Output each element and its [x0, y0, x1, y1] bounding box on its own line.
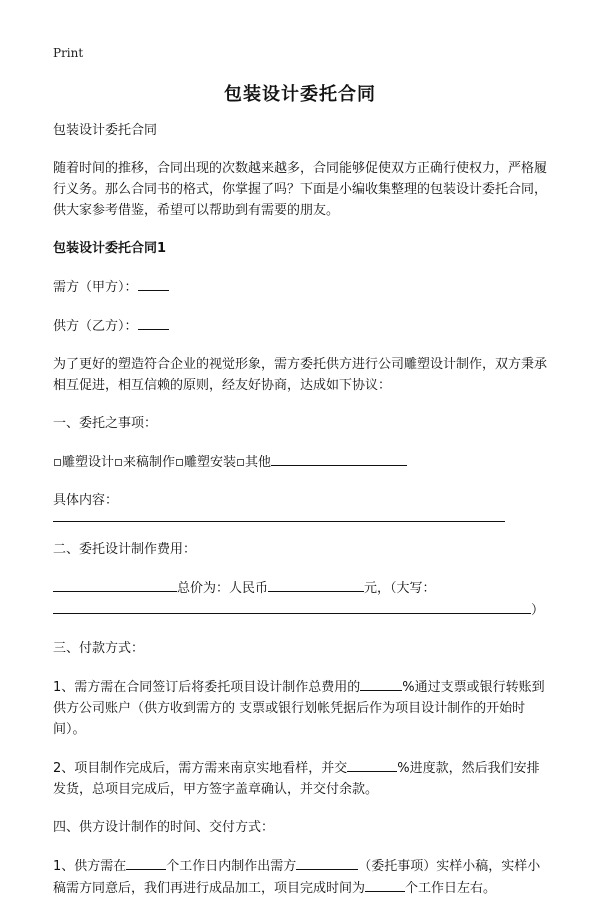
document-title: 包装设计委托合同 — [224, 84, 376, 105]
subtitle: 包装设计委托合同 — [53, 123, 158, 138]
fee-line — [53, 577, 548, 599]
content-blank-line — [53, 511, 505, 522]
payment-2-text-a: 2、项目制作完成后，需方需来南京实地看样，并交 — [53, 761, 348, 776]
party-a-line — [53, 276, 548, 298]
time-1 — [53, 855, 548, 899]
print-label: Print — [53, 46, 84, 60]
options-line — [53, 451, 548, 473]
time-1-text-c: （委托事项）实样小稿，实样小稿需方同意后，我们再进行成品加工，项目完成时间为 — [53, 859, 541, 896]
clause-4-title: 四、供方设计制作的时间、交付方式： — [53, 820, 275, 835]
time-1-blank-a — [126, 855, 166, 870]
payment-1-text-a: 1、需方需在合同签订后将委托项目设计制作总费用的 — [53, 680, 361, 695]
checkbox-icon — [176, 459, 183, 466]
fee-capital-line — [53, 599, 548, 621]
checkbox-icon — [54, 459, 61, 466]
purpose-paragraph: 为了更好的塑造符合企业的视觉形象，需方委托供方进行公司雕塑设计制作，双方秉承相互促进，相互信赖的原则，经友好协商，达成如下协议： — [53, 357, 548, 393]
clause-2-title: 二、委托设计制作费用： — [53, 542, 197, 557]
party-a-blank — [138, 276, 169, 291]
payment-2-text-b: %进度款，然后我们安排发货，总项目完成后，甲方签字盖章确认，并交付余款。 — [53, 761, 540, 797]
payment-1 — [53, 676, 548, 740]
checkbox-icon — [115, 459, 122, 466]
option-label: 雕塑设计 — [62, 455, 115, 470]
document-body — [53, 120, 548, 899]
party-a-label: 需方（甲方）： — [53, 280, 138, 295]
payment-1-blank — [360, 676, 402, 691]
intro-paragraph: 随着时间的推移，合同出现的次数越来越多，合同能够促使双方正确行使权力，严格履行义务。那么合同书的格式，你掌握了吗？下面是小编收集整理的包装设计委托合同，供大家参考借鉴，希望可以帮助到有需要的朋友。 — [53, 161, 548, 218]
time-1-blank-c — [365, 877, 405, 892]
party-b-label: 供方（乙方）： — [53, 319, 138, 334]
party-b-line — [53, 315, 548, 337]
fee-close: ） — [531, 603, 545, 618]
checkbox-icon — [237, 459, 244, 466]
payment-1-text-b: %通过支票或银行转账到供方公司账户（供方收到需方的 支票或银行划帐凭据后作为项目设计制作的开始时间）。 — [53, 680, 545, 737]
content-label: 具体内容： — [53, 493, 119, 508]
payment-2-blank — [347, 757, 397, 772]
clause-1-title: 一、委托之事项： — [53, 416, 158, 431]
time-1-blank-b — [296, 855, 358, 870]
payment-2 — [53, 757, 548, 800]
clause-3-title: 三、付款方式： — [53, 641, 145, 656]
time-1-text-d: 个工作日左右。 — [405, 881, 497, 896]
other-blank — [271, 451, 407, 466]
option-label: 雕塑安装 — [184, 455, 237, 470]
time-1-text-a: 1、供方需在 — [53, 859, 127, 874]
fee-total-label: 总价为：人民币 — [177, 581, 269, 596]
option-label: 其他 — [245, 455, 272, 470]
fee-amount-blank — [268, 577, 364, 592]
time-1-text-b: 个工作日内制作出需方 — [166, 859, 297, 874]
fee-blank-1 — [53, 577, 177, 592]
fee-unit: 元，（大写： — [364, 581, 436, 596]
fee-capital-blank — [53, 599, 531, 614]
section-heading: 包装设计委托合同1 — [53, 241, 167, 256]
option-label: 来稿制作 — [123, 455, 176, 470]
party-b-blank — [138, 315, 169, 330]
